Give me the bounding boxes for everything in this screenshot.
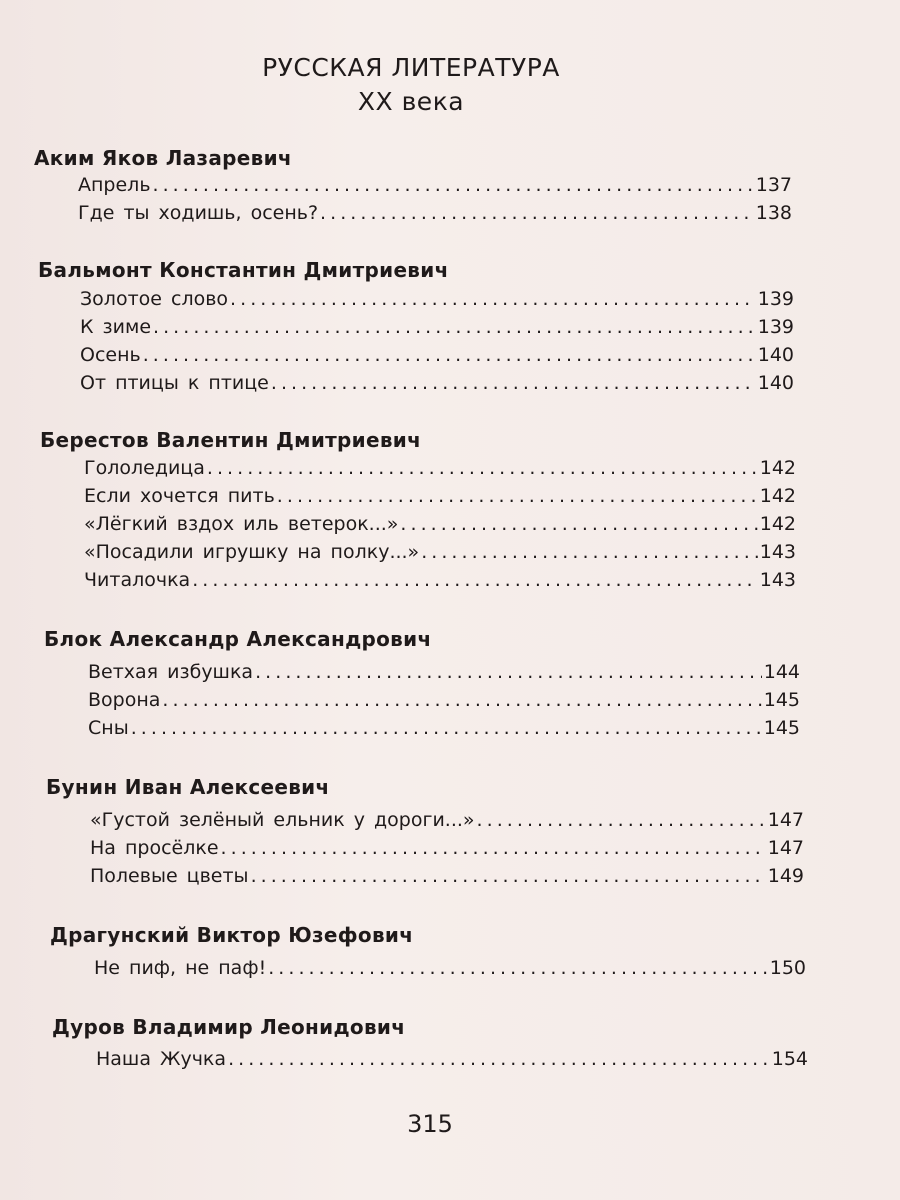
toc-entry[interactable] [96, 1048, 808, 1076]
entry-title: К зиме [80, 316, 152, 338]
entry-title: Ворона [88, 689, 161, 711]
entry-title: «Посадили игрушку на полку...» [84, 541, 420, 563]
dot-leader [207, 457, 758, 479]
author-heading: Бальмонт Константин Дмитриевич [38, 258, 449, 282]
entry-title: Апрель [78, 174, 151, 196]
toc-entry[interactable] [78, 202, 792, 230]
toc-entry[interactable] [84, 541, 796, 569]
dot-leader [271, 372, 756, 394]
entry-title: Золотое слово [80, 288, 229, 310]
dot-leader [400, 513, 757, 535]
entry-page: 147 [767, 837, 804, 859]
toc-entry[interactable] [90, 809, 804, 837]
toc-entry[interactable] [84, 457, 796, 485]
author-heading: Драгунский Виктор Юзефович [50, 923, 414, 947]
entry-title: Читалочка [84, 569, 191, 591]
author-heading: Блок Александр Александрович [44, 627, 432, 651]
toc-entry[interactable] [80, 316, 794, 344]
entry-title: Гололедица [84, 457, 205, 479]
entry-page: 144 [763, 661, 800, 683]
dot-leader [268, 957, 768, 979]
toc-entry[interactable] [88, 689, 800, 717]
entry-title: Если хочется пить [84, 485, 275, 507]
author-heading: Аким Яков Лазаревич [34, 146, 292, 170]
toc-entry[interactable] [90, 865, 804, 893]
entry-page: 137 [755, 174, 792, 196]
entry-page: 150 [769, 957, 806, 979]
section-title: РУССКАЯ ЛИТЕРАТУРА [262, 53, 560, 82]
toc-entry[interactable] [80, 372, 794, 400]
entry-title: Полевые цветы [90, 865, 249, 887]
toc-entry[interactable] [80, 344, 794, 372]
dot-leader [251, 865, 766, 887]
entry-page: 145 [763, 717, 800, 739]
entry-page: 142 [759, 457, 796, 479]
dot-leader [228, 1048, 770, 1070]
toc-entry[interactable] [78, 174, 792, 202]
dot-leader [477, 809, 766, 831]
entry-title: Осень [80, 344, 141, 366]
entry-page: 142 [759, 513, 796, 535]
dot-leader [221, 837, 766, 859]
entry-page: 149 [767, 865, 804, 887]
dot-leader [153, 316, 756, 338]
author-heading: Дуров Владимир Леонидович [52, 1015, 406, 1039]
toc-entry[interactable] [84, 513, 796, 541]
dot-leader [153, 174, 754, 196]
entry-title: Где ты ходишь, осень? [78, 202, 319, 224]
dot-leader [320, 202, 754, 224]
section-subtitle: XX века [357, 87, 465, 116]
toc-entry[interactable] [88, 661, 800, 689]
entry-title: «Густой зелёный ельник у дороги...» [90, 809, 475, 831]
entry-page: 143 [759, 569, 796, 591]
entry-page: 140 [757, 344, 794, 366]
dot-leader [255, 661, 762, 683]
entry-title: На просёлке [90, 837, 219, 859]
entry-title: Сны [88, 717, 129, 739]
entry-page: 147 [767, 809, 804, 831]
dot-leader [162, 689, 761, 711]
entry-page: 140 [757, 372, 794, 394]
entry-page: 145 [763, 689, 800, 711]
entry-page: 142 [759, 485, 796, 507]
dot-leader [230, 288, 756, 310]
dot-leader [277, 485, 758, 507]
toc-entry[interactable] [90, 837, 804, 865]
dot-leader [421, 541, 758, 563]
entry-title: Ветхая избушка [88, 661, 254, 683]
toc-entry[interactable] [84, 485, 796, 513]
entry-page: 143 [759, 541, 796, 563]
dot-leader [192, 569, 758, 591]
toc-entry[interactable] [88, 717, 800, 745]
entry-title: От птицы к птице [80, 372, 269, 394]
entry-title: «Лёгкий вздох иль ветерок...» [84, 513, 399, 535]
entry-title: Не пиф, не паф! [94, 957, 267, 979]
toc-entry[interactable] [80, 288, 794, 316]
dot-leader [143, 344, 756, 366]
page-number: 315 [407, 1110, 453, 1138]
author-heading: Бунин Иван Алексеевич [46, 775, 330, 799]
entry-page: 138 [755, 202, 792, 224]
toc-entry[interactable] [84, 569, 796, 597]
entry-title: Наша Жучка [96, 1048, 227, 1070]
entry-page: 154 [771, 1048, 808, 1070]
entry-page: 139 [757, 316, 794, 338]
entry-page: 139 [757, 288, 794, 310]
author-heading: Берестов Валентин Дмитриевич [40, 428, 422, 452]
toc-entry[interactable] [94, 957, 806, 985]
dot-leader [131, 717, 762, 739]
